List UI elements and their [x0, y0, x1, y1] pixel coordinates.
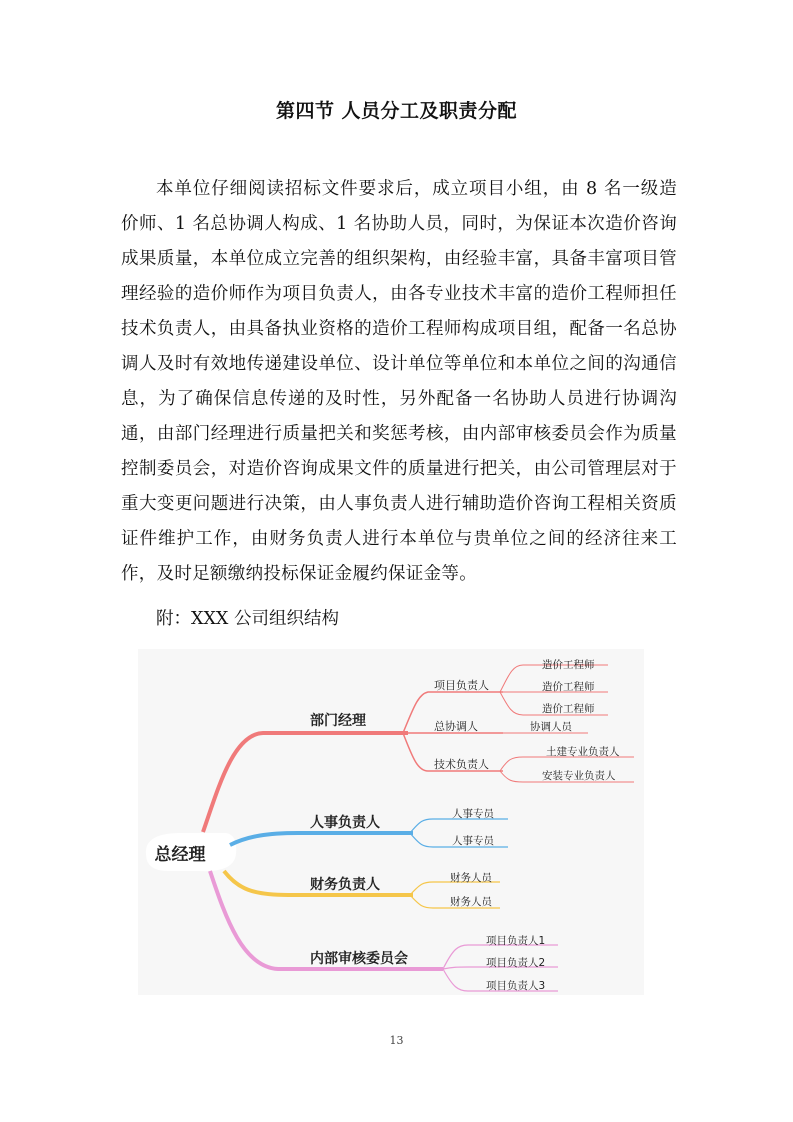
- tech-lead-node: 技术负责人: [434, 758, 489, 771]
- coordinator-node: 总协调人: [434, 720, 478, 733]
- audit-committee-node: 内部审核委员会: [310, 951, 408, 967]
- appendix-caption: 附：XXX 公司组织结构: [156, 609, 339, 629]
- page-number: 13: [389, 1034, 404, 1047]
- assistant-node: 协调人员: [530, 721, 572, 733]
- project-lead-node: 项目负责人: [434, 679, 489, 692]
- hr-staff-2-node: 人事专员: [452, 835, 494, 847]
- audit-member-3-node: 项目负责人3: [486, 980, 546, 992]
- civil-lead-node: 土建专业负责人: [546, 746, 620, 758]
- finance-head-node: 财务负责人: [310, 877, 380, 893]
- org-chart: [138, 649, 644, 995]
- section-title: 第四节 人员分工及职责分配: [275, 100, 518, 122]
- finance-staff-1-node: 财务人员: [450, 872, 492, 884]
- cost-engineer-3-node: 造价工程师: [542, 703, 595, 715]
- cost-engineer-1-node: 造价工程师: [542, 659, 595, 671]
- org-chart-background: [138, 649, 644, 995]
- hr-staff-1-node: 人事专员: [452, 808, 494, 820]
- body-paragraph: 本单位仔细阅读招标文件要求后，成立项目小组，由 8 名一级造价师、1 名总协调人构成、1 名协助人员，同时，为保证本次造价咨询成果质量，本单位成立完善的组织架构，由经验丰富，具备丰富项目管理经验的造价师作为项目负责人，由各专业技术丰富的造价工程师担任技术负责人，由具备执业资格的造价工程师构成项目组，配备一名总协调人及时有效地传递建设单位、设计单位等单位和本单位之间的沟通信息，为了确保信息传递的及时性，另外配备一名协助人员进行协调沟通，由部门经理进行质量把关和奖惩考核，由内部审核委员会作为质量控制委员会，对造价咨询成果文件的质量进行把关，由公司管理层对于重大变更问题进行决策，由人事负责人进行辅助造价咨询工程相关资质证件维护工作，由财务负责人进行本单位与贵单位之间的经济往来工作，及时足额缴纳投标保证金履约保证金等。: [121, 179, 677, 584]
- audit-member-1-node: 项目负责人1: [486, 935, 546, 947]
- cost-engineer-2-node: 造价工程师: [542, 681, 595, 693]
- finance-staff-2-node: 财务人员: [450, 896, 492, 908]
- install-lead-node: 安装专业负责人: [542, 770, 616, 782]
- hr-head-node: 人事负责人: [310, 815, 380, 831]
- root-node: 总经理: [154, 845, 206, 865]
- dept-manager-node: 部门经理: [310, 713, 366, 729]
- audit-member-2-node: 项目负责人2: [486, 957, 546, 969]
- org-chart-svg: [138, 649, 644, 995]
